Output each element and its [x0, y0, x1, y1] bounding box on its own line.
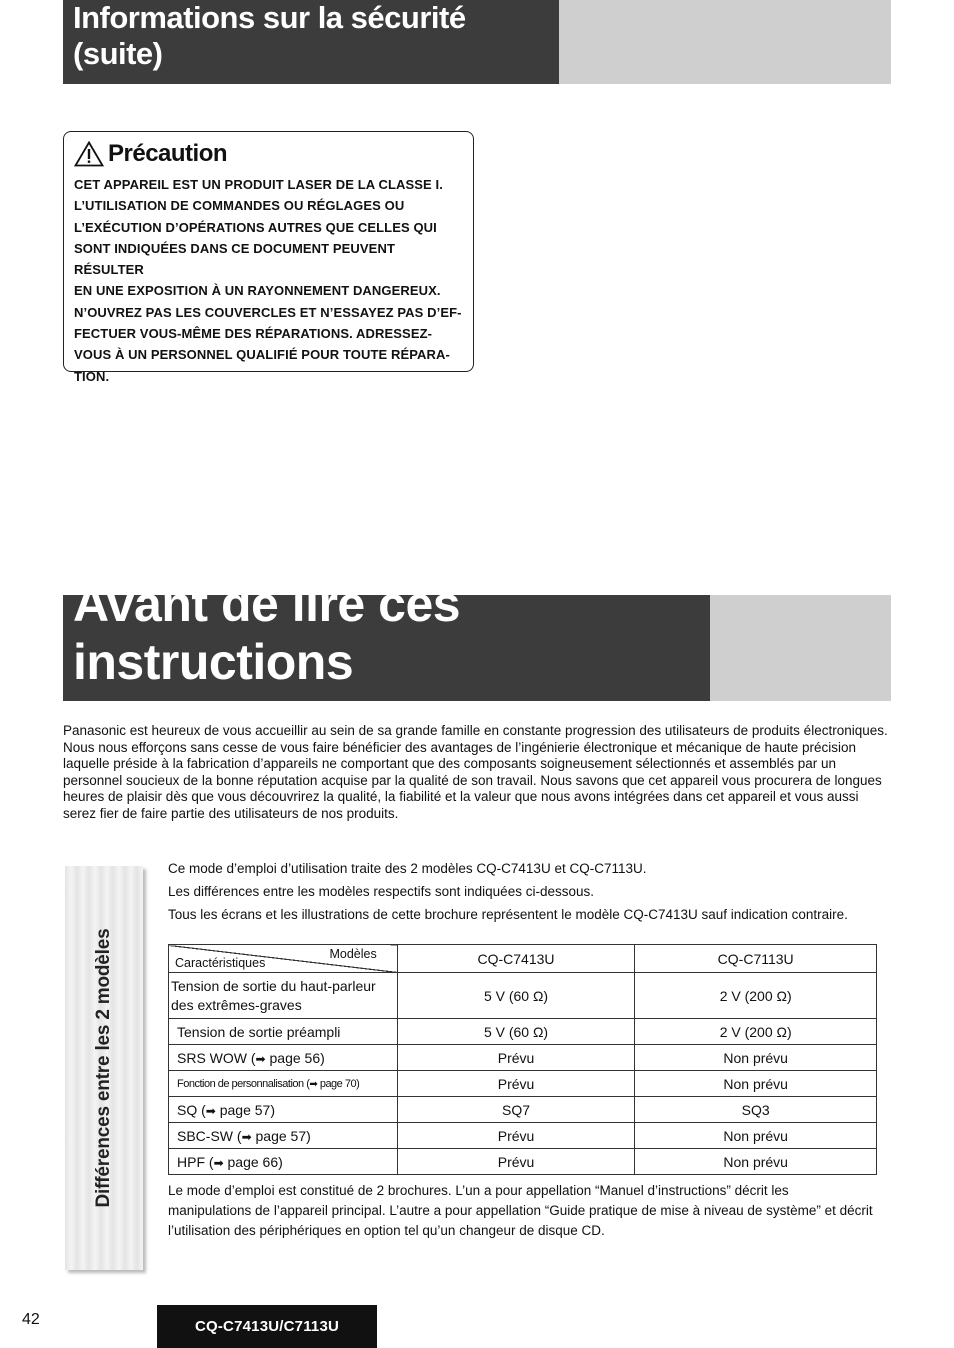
column-header: CQ-C7113U [635, 945, 877, 973]
page-number: 42 [22, 1311, 40, 1328]
feature-label: SRS WOW ( [177, 1049, 256, 1066]
caution-heading [74, 140, 463, 168]
arrow-right-icon: ➡ [255, 1051, 266, 1066]
intro-paragraph-1: Panasonic est heureux de vous accueillir au sein de sa grande famille en constante progression des utilisateurs de produits électroniques. [63, 723, 888, 738]
feature-page-ref: page 56) [265, 1049, 325, 1066]
table-row [169, 973, 877, 1019]
feature-label: SQ ( [177, 1101, 206, 1118]
value-cell: SQ7 [397, 1097, 635, 1123]
feature-cell [169, 1149, 398, 1175]
feature-cell [169, 1071, 398, 1097]
table-row [169, 1097, 877, 1123]
section-header-before-reading [63, 576, 891, 701]
table-corner-cell [169, 945, 398, 973]
value-cell: 5 V (60 Ω) [397, 1019, 635, 1045]
intro-text [63, 723, 891, 823]
table-row [169, 1019, 877, 1045]
feature-cell: Tension de sortie du haut-parleur des extrêmes-graves [169, 973, 398, 1019]
feature-cell [169, 1123, 398, 1149]
table-row [169, 1149, 877, 1175]
caution-box [63, 131, 474, 384]
models-line-3: Tous les écrans et les illustrations de cette brochure représentent le modèle CQ-C7413U sauf indication contraire. [168, 907, 848, 922]
table-header-row [169, 945, 877, 973]
table-row [169, 1071, 877, 1097]
value-cell: SQ3 [635, 1097, 877, 1123]
value-cell: 5 V (60 Ω) [397, 973, 635, 1019]
feature-label: SBC-SW ( [177, 1127, 242, 1144]
feature-cell: Tension de sortie préampli [169, 1019, 398, 1045]
caution-text: CET APPAREIL EST UN PRODUIT LASER DE LA CLASSE I. L’UTILISATION DE COMMANDES OU RÉGLAGES OU L’EXÉCUTION D’OPÉRATIONS AUTRES QUE CELLES QUI SONT INDIQUÉES DANS CE DOCUMENT PEUVENT RÉSULTER EN UNE EXPOSITION À UN RAYONNEMENT DANGEREUX. N’OUVREZ PAS LES COUVERCLES ET N’ESSAYEZ PAS D’EF- FECTUER VOUS-MÊME DES RÉPARATIONS. ADRESSEZ- VOUS À UN PERSONNEL QUALIFIÉ POUR TOUTE RÉPARA- TION. [74, 177, 462, 384]
arrow-right-icon: ➡ [205, 1103, 216, 1118]
arrow-right-icon: ➡ [309, 1078, 318, 1090]
intro-paragraph-2: Nous nous efforçons sans cesse de vous faire bénéficier des avantages de l’ingénierie électronique et mécanique de haute précision laquelle préside à la fabrication d’appareils ne comportant que des composants soigneusement sélectionnés et assemblés par un personnel soucieux de la bonne réputation acquise par la qualité de son travail. Nous savons que cet appareil vous procurera de longues heures de plaisir dès que vous découvrirez la qualité, la fiabilité et la valeur que nous avons intégrées dans cet appareil et vous aussi serez fier de faire partie des utilisateurs de nos produits. [63, 739, 882, 821]
side-tab-title: Différences entre les 2 modèles [93, 928, 114, 1208]
value-cell: Prévu [397, 1149, 635, 1175]
value-cell: 2 V (200 Ω) [635, 1019, 877, 1045]
value-cell: Prévu [397, 1071, 635, 1097]
value-cell: Non prévu [635, 1045, 877, 1071]
value-cell: Non prévu [635, 1149, 877, 1175]
models-line-1: Ce mode d’emploi d’utilisation traite des 2 modèles CQ-C7413U et CQ-C7113U. [168, 861, 647, 876]
arrow-right-icon: ➡ [241, 1129, 252, 1144]
warning-triangle-icon [74, 141, 104, 167]
models-line-2: Les différences entre les modèles respectifs sont indiquées ci-dessous. [168, 884, 594, 899]
header-bar-fill [710, 595, 891, 701]
differences-table [168, 944, 877, 1175]
feature-page-ref: page 57) [215, 1101, 276, 1118]
caution-title: Précaution [108, 140, 228, 167]
value-cell: Prévu [397, 1045, 635, 1071]
page-title: Avant de lire ces instructions [73, 576, 461, 690]
section-title-safety: Informations sur la sécurité (suite) [73, 0, 466, 71]
corner-label-models: Modèles [329, 947, 377, 961]
side-tab [65, 866, 143, 1270]
feature-cell [169, 1097, 398, 1123]
value-cell: Non prévu [635, 1123, 877, 1149]
feature-page-ref: page 57) [251, 1127, 311, 1144]
arrow-right-icon: ➡ [213, 1155, 224, 1170]
model-badge: CQ-C7413U/C7113U [157, 1305, 377, 1348]
feature-page-ref: page 66) [223, 1153, 283, 1170]
value-cell: Prévu [397, 1123, 635, 1149]
value-cell: Non prévu [635, 1071, 877, 1097]
feature-label: HPF ( [177, 1153, 214, 1170]
feature-cell [169, 1045, 398, 1071]
feature-label: Fonction de personnalisation ( [177, 1077, 310, 1090]
feature-page-ref: page 70) [317, 1077, 360, 1090]
section-header-safety [63, 0, 891, 84]
value-cell: 2 V (200 Ω) [635, 973, 877, 1019]
table-row [169, 1123, 877, 1149]
brochures-text: Le mode d’emploi est constitué de 2 brochures. L’un a pour appellation “Manuel d’instructions” décrit les manipulations de l’appareil principal. L’autre a pour appellation “Guide pratique de mise à niveau de système” et décrit l’utilisation des périphériques en option tel qu’un changeur de disque CD. [168, 1183, 873, 1238]
corner-label-features: Caractéristiques [175, 956, 266, 970]
column-header: CQ-C7413U [397, 945, 635, 973]
header-bar-fill [559, 0, 891, 84]
table-row [169, 1045, 877, 1071]
